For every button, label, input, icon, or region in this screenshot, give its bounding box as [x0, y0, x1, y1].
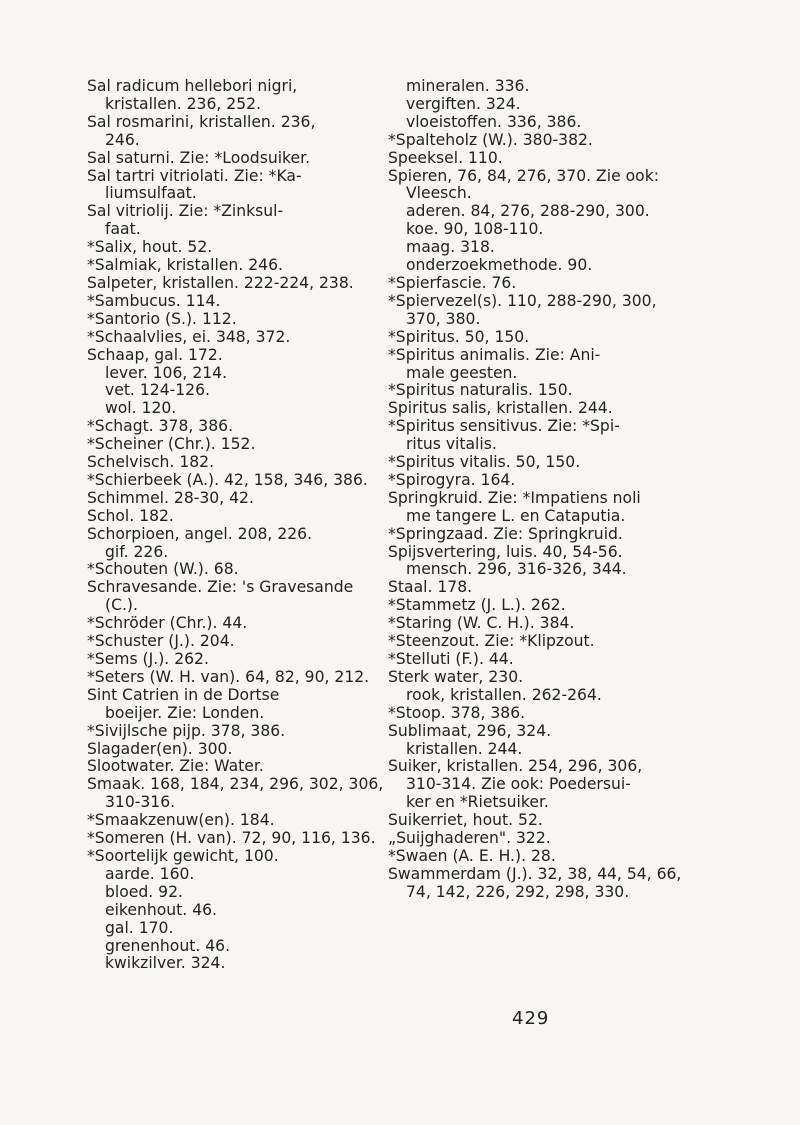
index-entry: vet. 124-126.	[105, 381, 210, 400]
index-entry: *Smaakzenuw(en). 184.	[87, 811, 275, 830]
index-entry: maag. 318.	[406, 238, 495, 257]
index-column-right	[388, 78, 718, 902]
index-entry: 310-316.	[105, 793, 176, 812]
index-entry: Schaap, gal. 172.	[87, 345, 223, 364]
index-entry: Speeksel. 110.	[388, 148, 503, 167]
index-entry: Vleesch.	[406, 184, 472, 203]
index-entry: *Spierfascie. 76.	[388, 273, 517, 292]
index-entry: *Schuster (J.). 204.	[87, 632, 235, 651]
index-entry: faat.	[105, 220, 141, 239]
index-entry: vloeistoffen. 336, 386.	[406, 112, 582, 131]
index-entry: *Spiritus naturalis. 150.	[388, 381, 573, 400]
index-entry: *Schierbeek (A.). 42, 158, 346, 386.	[87, 470, 368, 489]
index-entry: Sal tartri vitriolati. Zie: *Ka-	[87, 166, 302, 185]
index-entry: 310-314. Zie ook: Poedersui-	[406, 775, 631, 794]
index-entry: rook, kristallen. 262-264.	[406, 685, 602, 704]
index-entry: *Schaalvlies, ei. 348, 372.	[87, 327, 291, 346]
index-entry: *Soortelijk gewicht, 100.	[87, 846, 279, 865]
index-entry: Staal. 178.	[388, 578, 473, 597]
index-entry: *Spiervezel(s). 110, 288-290, 300,	[388, 291, 657, 310]
index-entry: *Seters (W. H. van). 64, 82, 90, 212.	[87, 667, 370, 686]
index-entry: (C.).	[105, 596, 138, 615]
index-entry: *Schagt. 378, 386.	[87, 417, 234, 436]
index-entry: Schimmel. 28-30, 42.	[87, 488, 254, 507]
index-entry: Schravesande. Zie: 's Gravesande	[87, 578, 354, 597]
index-entry: Schol. 182.	[87, 506, 174, 525]
index-entry: 74, 142, 226, 292, 298, 330.	[406, 882, 630, 901]
index-entry: aderen. 84, 276, 288-290, 300.	[406, 202, 650, 221]
index-entry: Springkruid. Zie: *Impatiens noli	[388, 488, 641, 507]
index-entry: *Spiritus animalis. Zie: Ani-	[388, 345, 601, 364]
index-entry: liumsulfaat.	[105, 184, 197, 203]
index-entry: onderzoekmethode. 90.	[406, 256, 593, 275]
index-entry: Sublimaat, 296, 324.	[388, 721, 552, 740]
index-entry: kristallen. 244.	[406, 739, 523, 758]
index-entry: Sal vitriolij. Zie: *Zinksul-	[87, 202, 284, 221]
index-entry: Spieren, 76, 84, 276, 370. Zie ook:	[388, 166, 659, 185]
index-entry: Smaak. 168, 184, 234, 296, 302, 306,	[87, 775, 384, 794]
index-entry: male geesten.	[406, 363, 518, 382]
index-entry: gal. 170.	[105, 918, 174, 937]
index-entry: Sterk water, 230.	[388, 667, 524, 686]
index-entry: *Sambucus. 114.	[87, 291, 221, 310]
index-entry: *Spiritus sensitivus. Zie: *Spi-	[388, 417, 620, 436]
index-entry: Slagader(en). 300.	[87, 739, 233, 758]
index-entry: gif. 226.	[105, 542, 169, 561]
page-number: 429	[512, 1008, 550, 1029]
index-entry: *Scheiner (Chr.). 152.	[87, 435, 256, 454]
index-entry: *Staring (W. C. H.). 384.	[388, 614, 575, 633]
index-entry: „Suijghaderen". 322.	[388, 829, 551, 848]
index-entry: Schorpioen, angel. 208, 226.	[87, 524, 313, 543]
index-entry: *Springzaad. Zie: Springkruid.	[388, 524, 623, 543]
index-entry: koe. 90, 108-110.	[406, 220, 544, 239]
index-entry: Slootwater. Zie: Water.	[87, 757, 264, 776]
index-entry: *Stelluti (F.). 44.	[388, 650, 514, 668]
index-entry: *Spirogyra. 164.	[388, 470, 516, 489]
index-entry: *Steenzout. Zie: *Klipzout.	[388, 632, 595, 651]
index-entry: Sal rosmarini, kristallen. 236,	[87, 112, 316, 131]
index-entry: ritus vitalis.	[406, 435, 497, 454]
index-entry: vergiften. 324.	[406, 94, 521, 113]
index-entry: boeijer. Zie: Londen.	[105, 703, 265, 722]
index-entry: Suikerriet, hout. 52.	[388, 811, 543, 830]
index-entry: *Stammetz (J. L.). 262.	[388, 596, 566, 615]
index-entry: mineralen. 336.	[406, 77, 530, 95]
index-entry: 370, 380.	[406, 309, 481, 328]
index-entry: *Salix, hout. 52.	[87, 238, 213, 257]
index-entry: kristallen. 236, 252.	[105, 94, 262, 113]
index-entry: aarde. 160.	[105, 864, 195, 883]
index-entry: *Spalteholz (W.). 380-382.	[388, 130, 593, 149]
index-entry: Suiker, kristallen. 254, 296, 306,	[388, 757, 643, 776]
index-entry: Salpeter, kristallen. 222-224, 238.	[87, 273, 354, 292]
index-entry: Spiritus salis, kristallen. 244.	[388, 399, 613, 418]
index-entry: *Spiritus vitalis. 50, 150.	[388, 453, 581, 472]
index-entry: Swammerdam (J.). 32, 38, 44, 54, 66,	[388, 864, 682, 883]
index-entry: eikenhout. 46.	[105, 900, 218, 919]
index-entry: Sal radicum hellebori nigri,	[87, 77, 298, 95]
index-entry: kwikzilver. 324.	[105, 954, 226, 973]
index-entry: Spijsvertering, luis. 40, 54-56.	[388, 542, 623, 561]
index-entry: grenenhout. 46.	[105, 936, 231, 955]
index-entry: *Stoop. 378, 386.	[388, 703, 526, 722]
index-entry: *Sems (J.). 262.	[87, 650, 209, 668]
index-entry: *Someren (H. van). 72, 90, 116, 136.	[87, 829, 376, 848]
index-entry: *Sivijlsche pijp. 378, 386.	[87, 721, 286, 740]
index-entry: mensch. 296, 316-326, 344.	[406, 560, 627, 579]
index-column-left	[87, 78, 392, 973]
index-entry: Schelvisch. 182.	[87, 453, 215, 472]
index-entry: *Spiritus. 50, 150.	[388, 327, 530, 346]
index-entry: me tangere L. en Cataputia.	[406, 506, 626, 525]
index-entry: 246.	[105, 130, 140, 149]
index-entry: *Schröder (Chr.). 44.	[87, 614, 248, 633]
index-entry: bloed. 92.	[105, 882, 183, 901]
index-entry: *Schouten (W.). 68.	[87, 560, 239, 579]
index-entry: *Swaen (A. E. H.). 28.	[388, 846, 556, 865]
index-entry: Sint Catrien in de Dortse	[87, 685, 280, 704]
index-entry: Sal saturni. Zie: *Loodsuiker.	[87, 148, 311, 167]
index-entry: wol. 120.	[105, 399, 177, 418]
index-entry: *Salmiak, kristallen. 246.	[87, 256, 283, 275]
index-entry: lever. 106, 214.	[105, 363, 228, 382]
index-entry: *Santorio (S.). 112.	[87, 309, 237, 328]
index-entry: ker en *Rietsuiker.	[406, 793, 549, 812]
